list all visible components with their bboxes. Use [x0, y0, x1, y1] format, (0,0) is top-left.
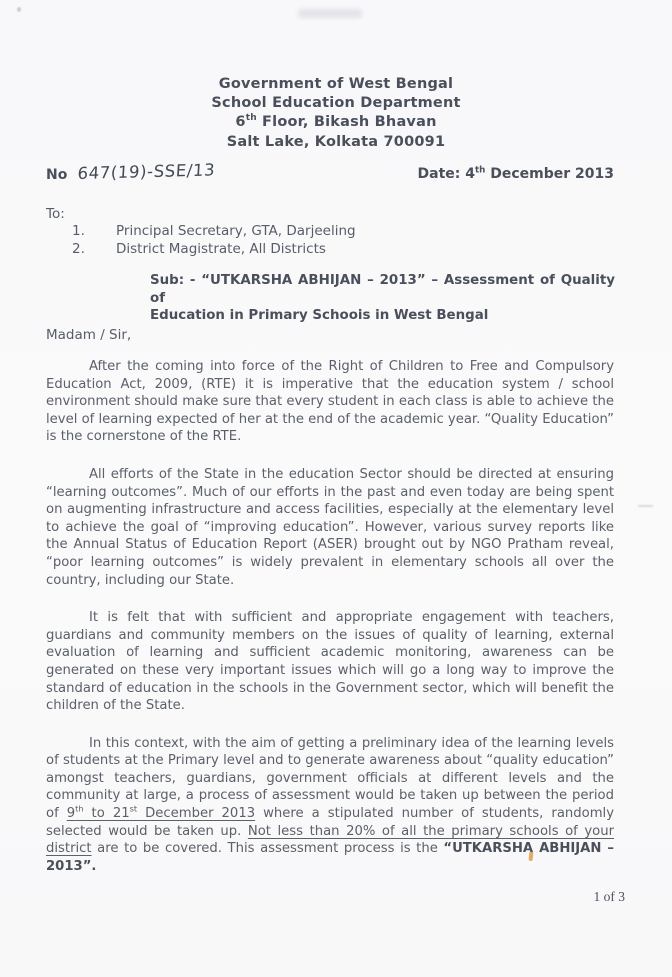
paragraph-2: All efforts of the State in the education Sector should be directed at ensuring “learning outcomes”. Much of our efforts in the past and even today are being spent on augmenting infrastructure and access facilities, especially at the elementary level to achieve the goal of “improving education”. However, various survey reports like the Annual Status of Education Report (ASER) brought out by NGO Pratham reveal, “poor learning outcomes” is widely prevalent in elementary schools all over the country, including our State.: [46, 466, 614, 588]
letterhead: [0, 75, 672, 152]
paragraph-3: It is felt that with sufficient and appropriate engagement with teachers, guardians and community members on the issues of quality of learning, external evaluation of learning and sufficient academic monitoring, awareness can be generated on these very important issues which will go a long way to improve the standard of education in the schools in the Government sector, which will benefit the children of the State.: [46, 610, 614, 714]
underlined-coverage-requirement: Not less than 20% of all the primary schools of your district: [46, 823, 614, 857]
letterhead-line-department: School Education Department: [211, 95, 461, 112]
memo-no-label: No: [46, 167, 68, 183]
recipient-number: 2.: [72, 240, 85, 257]
letterhead-line-address: Salt Lake, Kolkata 700091: [226, 133, 446, 150]
reference-row: [46, 160, 614, 200]
date-ordinal-superscript: th: [475, 165, 486, 176]
subject-line-1: Sub: - “UTKARSHA ABHIJAN – 2013” – Assessment of Quality of: [150, 273, 615, 306]
recipient-row: [46, 241, 614, 258]
memo-no-handwritten-value: 647(19)-SSE/13: [77, 160, 217, 183]
scan-dash-right-margin: [638, 505, 653, 507]
underlined-date-range: 9th to 21st December 2013: [66, 803, 256, 822]
recipient-row: [46, 223, 614, 240]
recipient-number: 1.: [72, 223, 85, 240]
subject-block: [150, 272, 615, 325]
paragraph-1: After the coming into force of the Right of Children to Free and Compulsory Education Act, 2009, (RTE) it is imperative that the education system / school environment should make sure that every student in each class is able to achieve the level of learning expected of her at the end of the academic year. “Quality Education” is the cornerstone of the RTE.: [46, 359, 614, 445]
floor-ordinal-superscript: th: [245, 113, 257, 124]
to-label: To:: [46, 206, 65, 222]
letterhead-line-government: Government of West Bengal: [218, 76, 454, 92]
page-number: 1 of 3: [593, 889, 625, 904]
recipients-block: [46, 206, 614, 258]
campaign-title-bold: “UTKARSHA ABHIJAN – 2013”.: [46, 841, 614, 874]
salutation: Madam / Sir,: [46, 327, 132, 343]
subject-line-2: Education in Primary Schoois in West Bengal: [150, 308, 489, 323]
letter-date: Date: 4th December 2013: [417, 165, 614, 182]
recipient-text: Principal Secretary, GTA, Darjeeling: [116, 223, 356, 240]
scan-speck-top-left: [17, 7, 21, 12]
recipient-text: District Magistrate, All Districts: [116, 240, 326, 257]
letterhead-line-floor: 6th Floor, Bikash Bhavan: [235, 113, 437, 131]
scan-bleedthrough-smudge: [298, 9, 362, 18]
letter-body: [46, 358, 614, 895]
paragraph-4: In this context, with the aim of getting a preliminary idea of the learning levels of students at the Primary level and to generate awareness about “quality education” amongst teachers, guardians, government officials at different levels and the community at large, a process of assessment would be taken up between the period of 9th to 21st December 2013 where a stipulated number of students, randomly selected would be taken up. Not less than 20% of all the primary schools of your district are to be covered. This assessment process is the “UTKARSHA ABHIJAN – 2013”.: [46, 735, 615, 874]
